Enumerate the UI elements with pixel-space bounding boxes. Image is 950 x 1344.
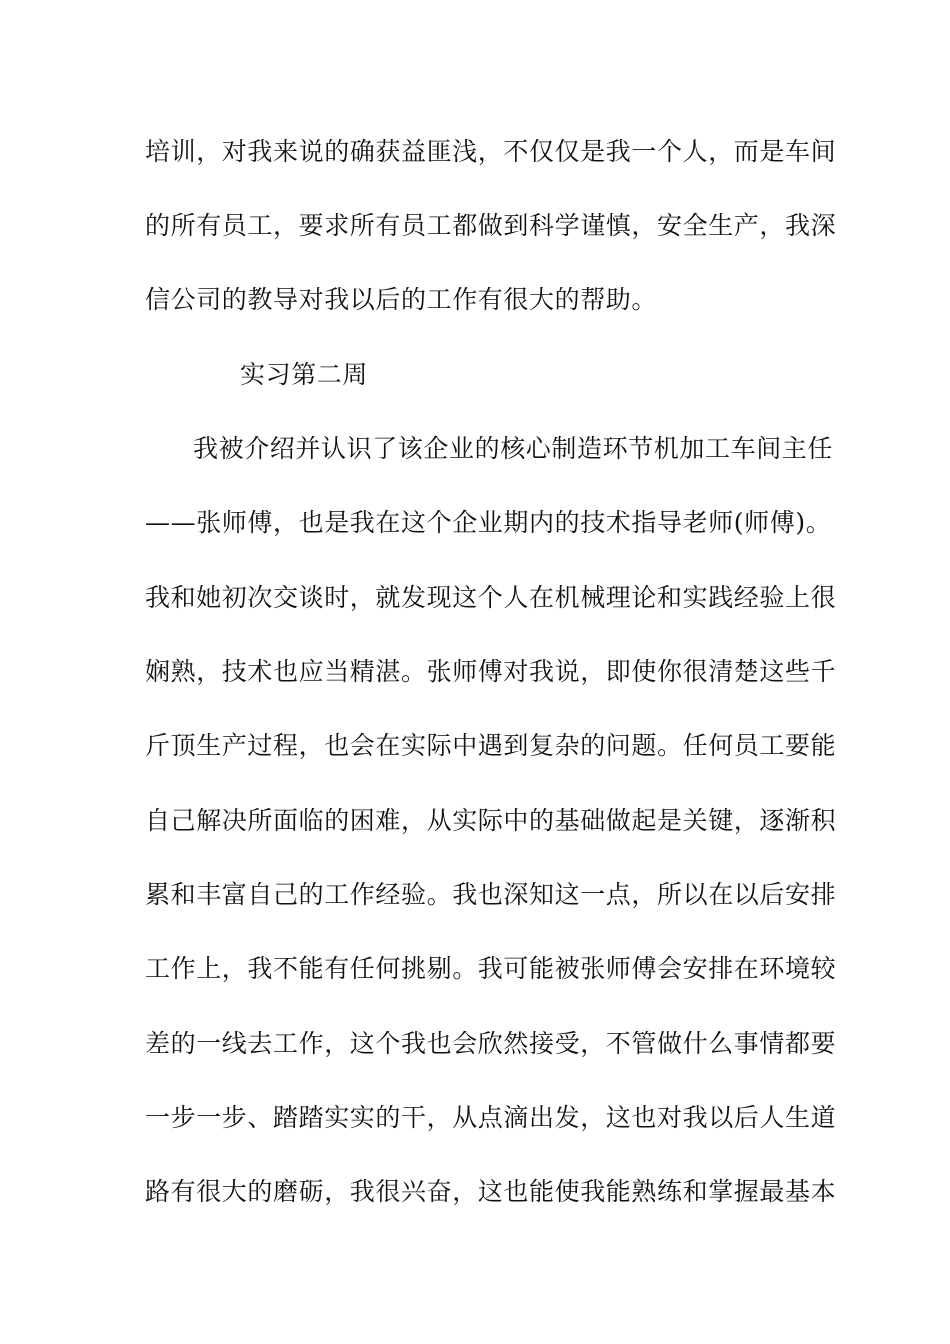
text-line: 累和丰富自己的工作经验。我也深知这一点，所以在以后安排 [145, 880, 837, 909]
text-line: 一步一步、踏踏实实的干，从点滴出发，这也对我以后人生道 [145, 1103, 837, 1132]
text-line: ——张师傅，也是我在这个企业期内的技术指导老师(师傅)。 [145, 508, 832, 537]
text-line: 信公司的教导对我以后的工作有很大的帮助。 [145, 285, 658, 314]
text-line: 培训，对我来说的确获益匪浅，不仅仅是我一个人，而是车间 [145, 137, 837, 166]
text-line: 路有很大的磨砺，我很兴奋，这也能使我能熟练和掌握最基本 [145, 1177, 837, 1206]
paragraph-first-line: 我被介绍并认识了该企业的核心制造环节机加工车间主任 [193, 434, 834, 463]
text-line: 娴熟，技术也应当精湛。张师傅对我说，即使你很清楚这些千 [145, 657, 837, 686]
text-line: 斤顶生产过程，也会在实际中遇到复杂的问题。任何员工要能 [145, 731, 837, 760]
text-line: 差的一线去工作，这个我也会欣然接受，不管做什么事情都要 [145, 1029, 837, 1058]
text-line: 工作上，我不能有任何挑剔。我可能被张师傅会安排在环境较 [145, 954, 837, 983]
section-heading: 实习第二周 [240, 360, 369, 389]
text-line: 的所有员工，要求所有员工都做到科学谨慎，安全生产，我深 [145, 211, 837, 240]
text-line: 自己解决所面临的困难，从实际中的基础做起是关键，逐渐积 [145, 806, 837, 835]
text-line: 我和她初次交谈时，就发现这个人在机械理论和实践经验上很 [145, 583, 837, 612]
